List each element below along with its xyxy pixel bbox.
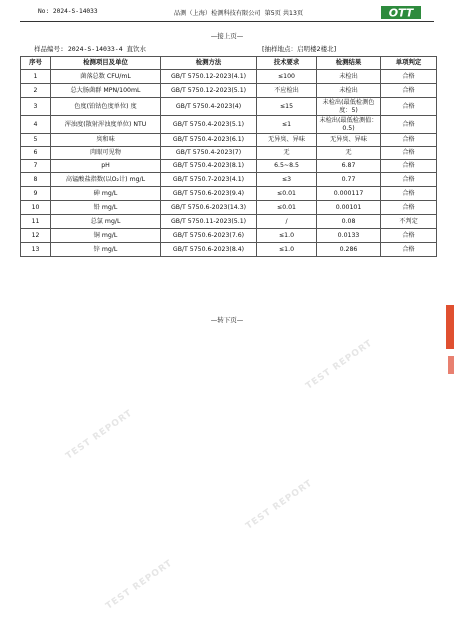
col-header-method: 检测方法 xyxy=(161,57,257,70)
cell-requirement: ≤1 xyxy=(257,116,317,134)
cell-item: 总大肠菌群 MPN/100mL xyxy=(51,84,161,98)
cell-item: 高锰酸盐指数(以O₂计) mg/L xyxy=(51,173,161,187)
results-table xyxy=(20,56,437,257)
table-row xyxy=(21,173,437,187)
col-header-no: 序号 xyxy=(21,57,51,70)
report-number: No: 2024-S-14033 xyxy=(38,8,98,15)
cell-result: 0.00101 xyxy=(317,201,381,215)
cell-requirement: 不应检出 xyxy=(257,84,317,98)
table-row xyxy=(21,160,437,173)
cell-result: 0.286 xyxy=(317,243,381,257)
cell-method: GB/T 5750.12-2023(5.1) xyxy=(161,84,257,98)
cell-item: 铜 mg/L xyxy=(51,229,161,243)
cell-requirement: ≤100 xyxy=(257,70,317,84)
page-header xyxy=(0,6,454,20)
watermark: TEST REPORT xyxy=(304,338,375,392)
company-logo xyxy=(381,6,421,19)
cell-verdict: 合格 xyxy=(381,98,437,116)
table-header-row xyxy=(21,57,437,70)
watermark: TEST REPORT xyxy=(64,408,135,462)
table-row xyxy=(21,229,437,243)
table-row xyxy=(21,98,437,116)
table-row xyxy=(21,84,437,98)
cell-requirement: ≤1.0 xyxy=(257,243,317,257)
cell-verdict: 合格 xyxy=(381,173,437,187)
table-row xyxy=(21,147,437,160)
cell-verdict: 合格 xyxy=(381,84,437,98)
cell-item: 砷 mg/L xyxy=(51,187,161,201)
svg-text:OTT: OTT xyxy=(388,6,414,19)
cell-verdict: 合格 xyxy=(381,147,437,160)
sample-number: 样品编号: 2024-S-14033-4 直饮水 xyxy=(34,45,147,53)
cell-no: 13 xyxy=(21,243,51,257)
cell-method: GB/T 5750.6-2023(7.6) xyxy=(161,229,257,243)
cell-method: GB/T 5750.6-2023(14.3) xyxy=(161,201,257,215)
col-header-result: 检测结果 xyxy=(317,57,381,70)
cell-verdict: 不判定 xyxy=(381,215,437,229)
table-row xyxy=(21,70,437,84)
table-row xyxy=(21,116,437,134)
cell-no: 2 xyxy=(21,84,51,98)
cell-method: GB/T 5750.6-2023(9.4) xyxy=(161,187,257,201)
cell-no: 1 xyxy=(21,70,51,84)
cell-result: 0.77 xyxy=(317,173,381,187)
seal-edge xyxy=(448,356,454,374)
cell-verdict: 合格 xyxy=(381,243,437,257)
cell-result: 0.0133 xyxy=(317,229,381,243)
watermark: TEST REPORT xyxy=(104,558,175,612)
cell-item: 浑浊度(散射浑浊度单位) NTU xyxy=(51,116,161,134)
col-header-requirement: 技术要求 xyxy=(257,57,317,70)
cell-method: GB/T 5750.11-2023(5.1) xyxy=(161,215,257,229)
cell-requirement: 无 xyxy=(257,147,317,160)
watermark: TEST REPORT xyxy=(244,478,315,532)
cell-item: 总氯 mg/L xyxy=(51,215,161,229)
cell-verdict: 合格 xyxy=(381,229,437,243)
cell-method: GB/T 5750.6-2023(8.4) xyxy=(161,243,257,257)
cell-method: GB/T 5750.4-2023(5.1) xyxy=(161,116,257,134)
page-info: 第5页 共13页 xyxy=(264,10,304,17)
table-row xyxy=(21,187,437,201)
cell-verdict: 合格 xyxy=(381,201,437,215)
cell-result: 未检出 xyxy=(317,84,381,98)
cell-requirement: ≤3 xyxy=(257,173,317,187)
cell-method: GB/T 5750.4-2023(8.1) xyxy=(161,160,257,173)
cell-result: 未检出 xyxy=(317,70,381,84)
cell-result: 0.000117 xyxy=(317,187,381,201)
cell-method: GB/T 5750.4-2023(6.1) xyxy=(161,134,257,147)
cell-requirement: / xyxy=(257,215,317,229)
table-row xyxy=(21,134,437,147)
cell-item: 肉眼可见物 xyxy=(51,147,161,160)
header-rule xyxy=(20,21,434,22)
continued-to-next: —转下页— xyxy=(210,316,244,324)
col-header-item: 检测项目及单位 xyxy=(51,57,161,70)
cell-item: 铅 mg/L xyxy=(51,201,161,215)
cell-requirement: 无异臭、异味 xyxy=(257,134,317,147)
cell-requirement: ≤0.01 xyxy=(257,201,317,215)
cell-verdict: 合格 xyxy=(381,116,437,134)
cell-no: 8 xyxy=(21,173,51,187)
cell-result: 无 xyxy=(317,147,381,160)
cell-item: 锌 mg/L xyxy=(51,243,161,257)
cell-verdict: 合格 xyxy=(381,70,437,84)
cell-verdict: 合格 xyxy=(381,160,437,173)
cell-result: 未检出(最低检测值：0.5) xyxy=(317,116,381,134)
cell-verdict: 合格 xyxy=(381,187,437,201)
cell-no: 10 xyxy=(21,201,51,215)
cell-method: GB/T 5750.4-2023(4) xyxy=(161,98,257,116)
cell-item: 臭和味 xyxy=(51,134,161,147)
continued-from-previous: —接上页— xyxy=(210,32,244,40)
cell-requirement: ≤15 xyxy=(257,98,317,116)
cell-no: 4 xyxy=(21,116,51,134)
cell-method: GB/T 5750.4-2023(7) xyxy=(161,147,257,160)
table-row xyxy=(21,243,437,257)
cell-result: 0.08 xyxy=(317,215,381,229)
cell-method: GB/T 5750.7-2023(4.1) xyxy=(161,173,257,187)
sampling-site: [抽样地点：启明楼2楼北] xyxy=(262,45,337,53)
sample-info xyxy=(34,44,424,53)
cell-requirement: ≤0.01 xyxy=(257,187,317,201)
cell-requirement: 6.5~8.5 xyxy=(257,160,317,173)
company-name: 品测（上海）检测科技有限公司 第5页 共13页 xyxy=(174,10,304,17)
cell-item: 色度(铂钴色度单位) 度 xyxy=(51,98,161,116)
cell-no: 11 xyxy=(21,215,51,229)
cell-no: 5 xyxy=(21,134,51,147)
cell-result: 未检出(最低检测色度：5) xyxy=(317,98,381,116)
cell-item: pH xyxy=(51,160,161,173)
cell-no: 7 xyxy=(21,160,51,173)
cell-no: 9 xyxy=(21,187,51,201)
cell-no: 3 xyxy=(21,98,51,116)
cell-verdict: 合格 xyxy=(381,134,437,147)
col-header-verdict: 单项判定 xyxy=(381,57,437,70)
cell-result: 6.87 xyxy=(317,160,381,173)
table-row xyxy=(21,201,437,215)
cell-method: GB/T 5750.12-2023(4.1) xyxy=(161,70,257,84)
cell-requirement: ≤1.0 xyxy=(257,229,317,243)
seal-edge xyxy=(446,305,454,349)
cell-result: 无异臭、异味 xyxy=(317,134,381,147)
cell-item: 菌落总数 CFU/mL xyxy=(51,70,161,84)
table-row xyxy=(21,215,437,229)
cell-no: 6 xyxy=(21,147,51,160)
cell-no: 12 xyxy=(21,229,51,243)
